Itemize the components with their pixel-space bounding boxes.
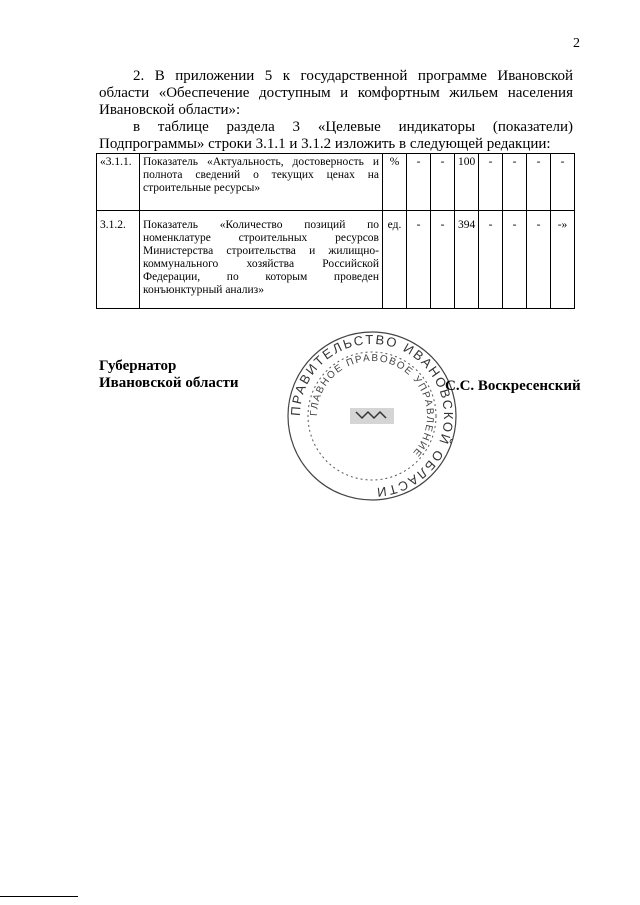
official-seal: [284, 328, 460, 504]
signatory-name: С.С. Воскресенский: [445, 378, 581, 394]
value-cell: -: [479, 154, 503, 211]
indicator-text: Показатель «Количество позиций по номенклатуре строительных ресурсов Министерства строительства и жилищно-коммунального хозяйства Российской Федерации, по которым проведен конъюнктурный анализ»: [140, 211, 383, 309]
paragraph-amendment-intro: 2. В приложении 5 к государственной программе Ивановской области «Обеспечение доступным и комфортным жильем населения Ивановской области»:: [99, 68, 573, 118]
table-row: [97, 211, 575, 309]
row-number: «3.1.1.: [97, 154, 140, 211]
value-cell: -: [431, 211, 455, 309]
seal-outer-text: ПРАВИТЕЛЬСТВО ИВАНОВСКОЙ ОБЛАСТИ: [287, 331, 457, 501]
value-cell: -: [431, 154, 455, 211]
value-cell: -: [503, 154, 527, 211]
row-number: 3.1.2.: [97, 211, 140, 309]
svg-text:ГЛАВНОЕ ПРАВОВОЕ УПРАВЛЕНИЕ: [309, 353, 435, 459]
footnote-divider: [0, 896, 78, 897]
value-cell: -: [551, 154, 575, 211]
value-cell: 100: [455, 154, 479, 211]
value-cell: -: [407, 211, 431, 309]
indicators-table: [96, 153, 575, 309]
value-cell: -: [407, 154, 431, 211]
unit-cell: %: [383, 154, 407, 211]
position-line: Ивановской области: [99, 375, 239, 391]
seal-inner-text: ГЛАВНОЕ ПРАВОВОЕ УПРАВЛЕНИЕ: [308, 352, 436, 460]
signatory-position: [99, 358, 239, 392]
unit-cell: ед.: [383, 211, 407, 309]
table-row: [97, 154, 575, 211]
value-cell: -: [479, 211, 503, 309]
value-cell: -: [503, 211, 527, 309]
value-cell: -»: [551, 211, 575, 309]
indicator-text: Показатель «Актуальность, достоверность и полнота сведений о текущих ценах на строительные ресурсы»: [140, 154, 383, 211]
position-line: Губернатор: [99, 358, 177, 374]
value-cell: 394: [455, 211, 479, 309]
page-number: 2: [573, 36, 580, 51]
paragraph-table-instruction: в таблице раздела 3 «Целевые индикаторы (показатели) Подпрограммы» строки 3.1.1 и 3.1.2 изложить в следующей редакции:: [99, 119, 573, 152]
seal-emblem: [350, 408, 394, 424]
value-cell: -: [527, 154, 551, 211]
value-cell: -: [527, 211, 551, 309]
